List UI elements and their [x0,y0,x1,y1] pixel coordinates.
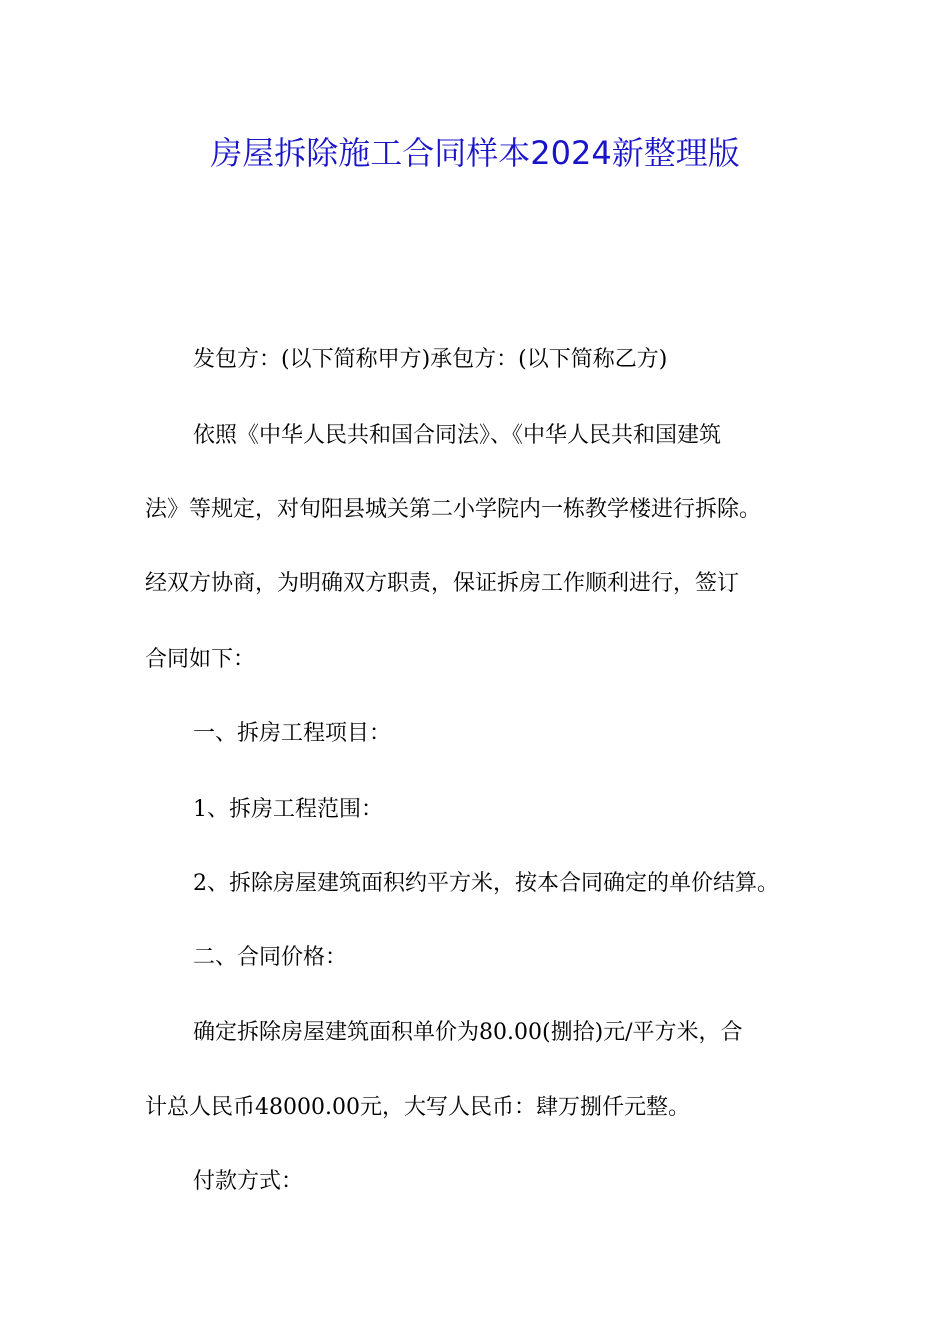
section-heading: 二、合同价格： [193,945,348,970]
document-title: 房屋拆除施工合同样本2024新整理版 [210,134,740,172]
paragraph-line: 合同如下： [145,647,256,672]
paragraph-line: 依照《中华人民共和国合同法》、《中华人民共和国建筑 [193,423,722,448]
paragraph-line: 经双方协商，为明确双方职责，保证拆房工作顺利进行，签订 [145,571,740,596]
section-heading: 一、拆房工程项目： [193,721,392,746]
paragraph-line: 付款方式： [193,1169,304,1194]
paragraph-line: 计总人民币48000.00元，大写人民币：肆万捌仟元整。 [145,1095,690,1120]
list-item: 1、拆房工程范围： [193,797,383,822]
parties-line: 发包方：(以下简称甲方)承包方：(以下简称乙方) [193,347,668,372]
list-item: 2、拆除房屋建筑面积约平方米，按本合同确定的单价结算。 [193,871,779,896]
paragraph-line: 确定拆除房屋建筑面积单价为80.00(捌拾)元/平方米，合 [193,1020,743,1045]
paragraph-line: 法》等规定，对旬阳县城关第二小学院内一栋教学楼进行拆除。 [145,497,762,522]
